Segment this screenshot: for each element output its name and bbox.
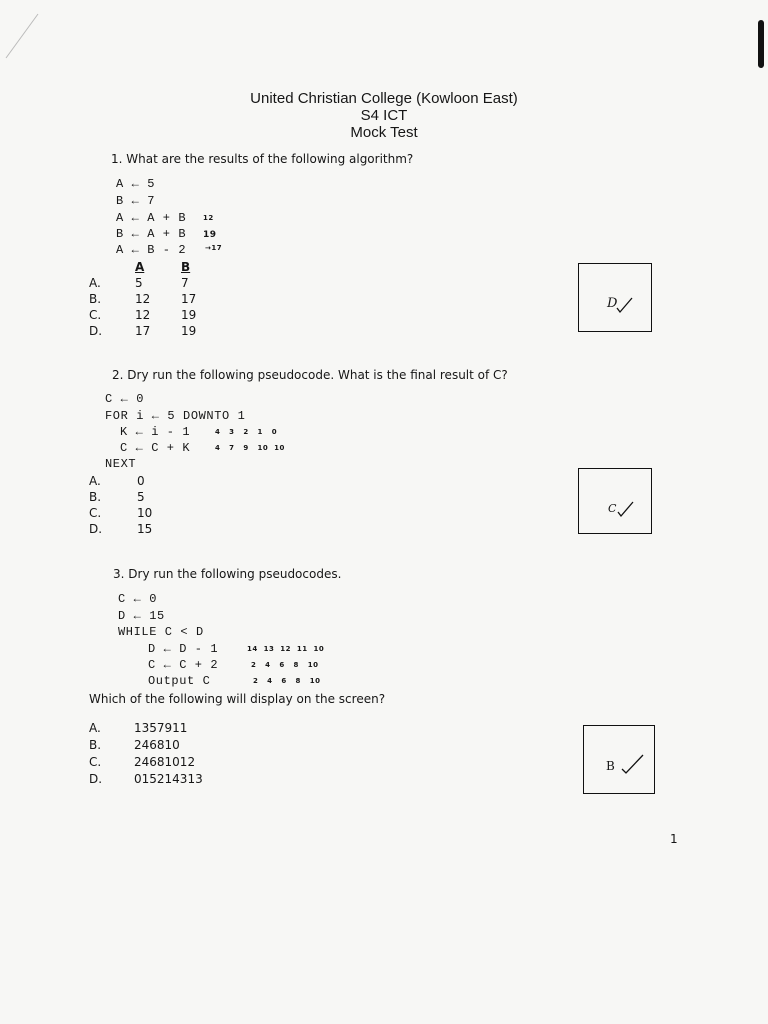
q2-answer-box[interactable] <box>578 468 652 534</box>
scan-edge-mark-left <box>2 0 42 60</box>
q3-handwritten-c1: 2 4 6 8 10 <box>251 661 319 669</box>
q2-code-line-2: FOR i ← 5 DOWNTO 1 <box>105 409 246 423</box>
q3-option-d-value: 015214313 <box>134 772 203 786</box>
q3-code-line-6: Output C <box>148 674 211 688</box>
q2-option-d-value: 15 <box>137 522 153 536</box>
q1-code-line-2: B ← 7 <box>116 194 156 208</box>
q1-option-c-letter: C. <box>89 308 102 322</box>
question-3-text: 3. Dry run the following pseudocodes. <box>113 567 342 581</box>
q3-answer-mark: B <box>606 759 615 773</box>
q2-tick-icon <box>616 500 636 518</box>
q3-option-c-letter: C. <box>89 755 102 769</box>
q1-handwritten-note-2: 19 <box>203 230 217 240</box>
q3-handwritten-c2: 2 4 6 8 10 <box>253 677 321 685</box>
q1-option-d-value-a: 17 <box>135 324 151 338</box>
q2-option-a-letter: A. <box>89 474 101 488</box>
q1-option-b-value-b: 17 <box>181 292 197 306</box>
q3-code-line-5: C ← C + 2 <box>148 658 219 672</box>
q1-option-b-value-a: 12 <box>135 292 151 306</box>
q3-code-line-3: WHILE C < D <box>118 625 204 639</box>
q3-code-line-4: D ← D - 1 <box>148 642 219 656</box>
q2-code-line-1: C ← 0 <box>105 392 145 406</box>
q2-option-c-letter: C. <box>89 506 102 520</box>
q1-code-line-1: A ← 5 <box>116 177 156 191</box>
q2-code-line-4: C ← C + K <box>120 441 191 455</box>
q3-handwritten-d: 14 13 12 11 10 <box>247 645 325 653</box>
q3-prompt: Which of the following will display on the screen? <box>89 692 386 706</box>
q3-option-a-value: 1357911 <box>134 721 188 735</box>
q2-option-a-value: 0 <box>137 474 145 488</box>
q1-option-d-value-b: 19 <box>181 324 197 338</box>
question-1-text: 1. What are the results of the following algorithm? <box>111 152 414 166</box>
q3-option-b-letter: B. <box>89 738 102 752</box>
test-title: Mock Test <box>350 124 418 141</box>
q3-option-c-value: 24681012 <box>134 755 196 769</box>
q1-option-d-letter: D. <box>89 324 103 338</box>
subject-title: S4 ICT <box>360 107 408 124</box>
q1-option-a-value-b: 7 <box>181 276 189 290</box>
q1-column-a-header: A <box>135 260 145 274</box>
q2-option-d-letter: D. <box>89 522 103 536</box>
q3-option-a-letter: A. <box>89 721 101 735</box>
q3-answer-box[interactable] <box>583 725 655 794</box>
q2-code-line-3: K ← i - 1 <box>120 425 191 439</box>
q2-option-b-value: 5 <box>137 490 145 504</box>
q2-answer-mark: C <box>608 502 617 515</box>
q1-tick-icon <box>615 296 635 314</box>
q1-code-line-4: B ← A + B <box>116 227 187 241</box>
q2-handwritten-k: 4 3 2 1 0 <box>215 428 278 436</box>
q3-option-d-letter: D. <box>89 772 103 786</box>
q3-code-line-2: D ← 15 <box>118 609 165 623</box>
q1-option-c-value-a: 12 <box>135 308 151 322</box>
school-name: United Christian College (Kowloon East) <box>250 90 518 107</box>
scan-edge-mark-right <box>758 20 764 68</box>
q1-code-line-3: A ← A + B <box>116 211 187 225</box>
page-number: 1 <box>670 832 678 846</box>
q1-handwritten-note-1: 12 <box>203 214 214 222</box>
q1-handwritten-note-3: →17 <box>205 244 223 252</box>
q2-handwritten-c: 4 7 9 10 10 <box>215 444 285 452</box>
q1-column-b-header: B <box>181 260 191 274</box>
q2-code-line-5: NEXT <box>105 457 137 471</box>
q1-option-c-value-b: 19 <box>181 308 197 322</box>
q3-tick-icon <box>620 753 646 775</box>
q1-option-b-letter: B. <box>89 292 102 306</box>
q2-option-c-value: 10 <box>137 506 153 520</box>
q2-option-b-letter: B. <box>89 490 102 504</box>
q1-option-a-letter: A. <box>89 276 101 290</box>
q1-option-a-value-a: 5 <box>135 276 143 290</box>
question-2-text: 2. Dry run the following pseudocode. What is the final result of C? <box>112 368 508 382</box>
q3-code-line-1: C ← 0 <box>118 592 158 606</box>
q1-answer-mark: D <box>607 296 618 311</box>
q3-option-b-value: 246810 <box>134 738 180 752</box>
q1-answer-box[interactable] <box>578 263 652 332</box>
scan-scratch-icon <box>2 0 42 60</box>
q1-code-line-5: A ← B - 2 <box>116 243 187 257</box>
